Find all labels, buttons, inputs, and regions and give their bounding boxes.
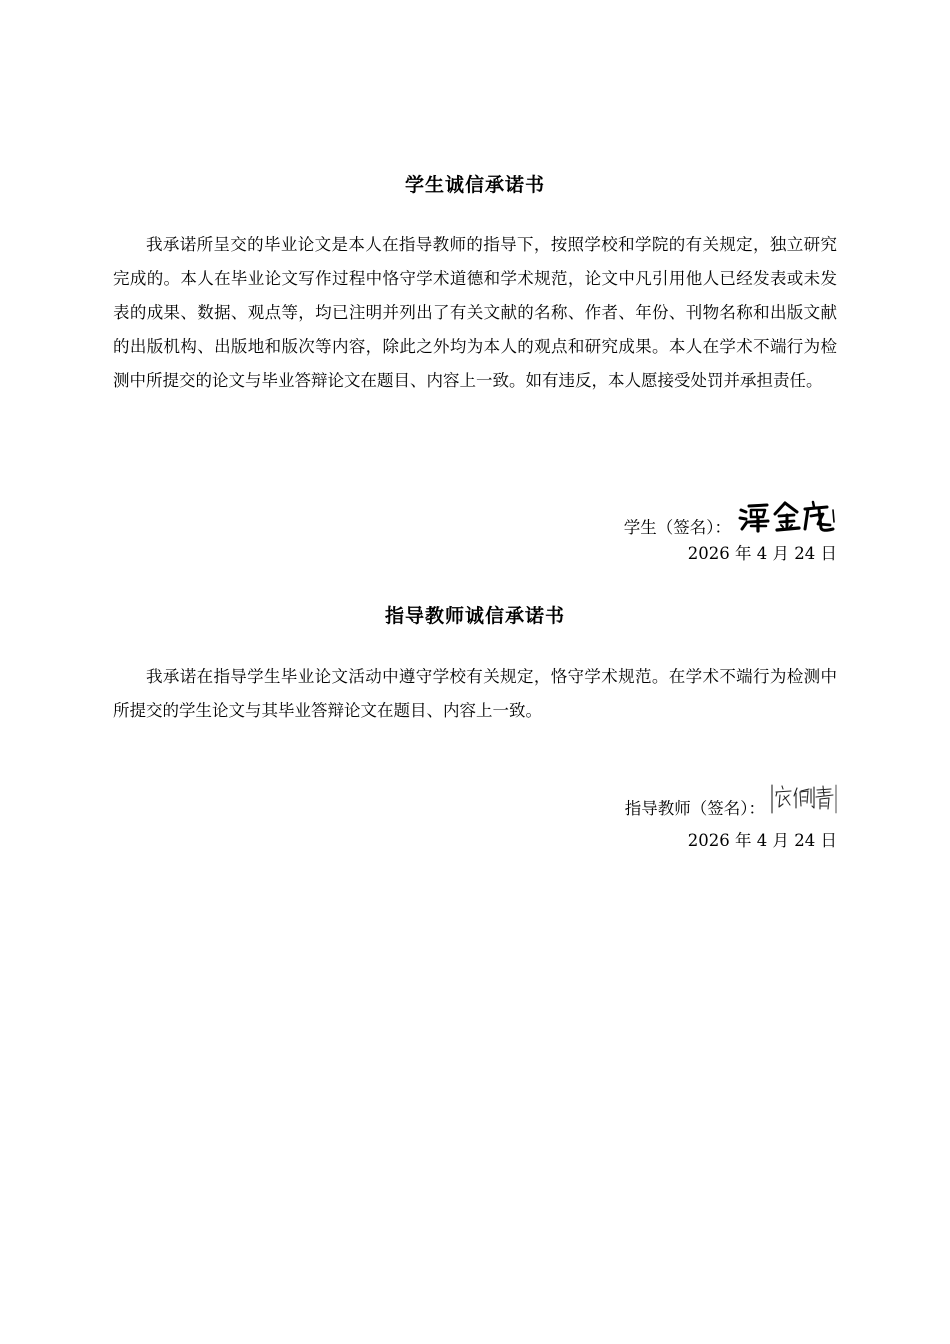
advisor-signature-label: 指导教师（签名）： (624, 799, 765, 818)
student-signature-line (624, 498, 837, 538)
student-pledge-body: 我承诺所呈交的毕业论文是本人在指导教师的指导下，按照学校和学院的有关规定，独立研究完成的。本人在毕业论文写作过程中恪守学术道德和学术规范，论文中凡引用他人已经发表或未发表的成果、数据、观点等，均已注明并列出了有关文献的名称、作者、年份、刊物名称和出版文献的出版机构、出版地和版次等内容，除此之外均为本人的观点和研究成果。本人在学术不端行为检测中所提交的论文与毕业答辩论文在题目、内容上一致。如有违反，本人愿接受处罚并承担责任。 (113, 235, 837, 390)
advisor-signature-image (771, 783, 837, 819)
student-pledge-title: 学生诚信承诺书 (404, 174, 545, 196)
advisor-pledge-title: 指导教师诚信承诺书 (384, 605, 565, 627)
student-signature-date: 2026 年 4 月 24 日 (687, 544, 837, 563)
student-signature-label: 学生（签名）： (623, 518, 731, 537)
student-signature-image (737, 498, 837, 538)
advisor-signature-line (625, 783, 837, 819)
advisor-pledge-body: 我承诺在指导学生毕业论文活动中遵守学校有关规定，恪守学术规范。在学术不端行为检测中所提交的学生论文与其毕业答辩论文在题目、内容上一致。 (113, 667, 837, 720)
advisor-signature-date: 2026 年 4 月 24 日 (687, 831, 837, 850)
